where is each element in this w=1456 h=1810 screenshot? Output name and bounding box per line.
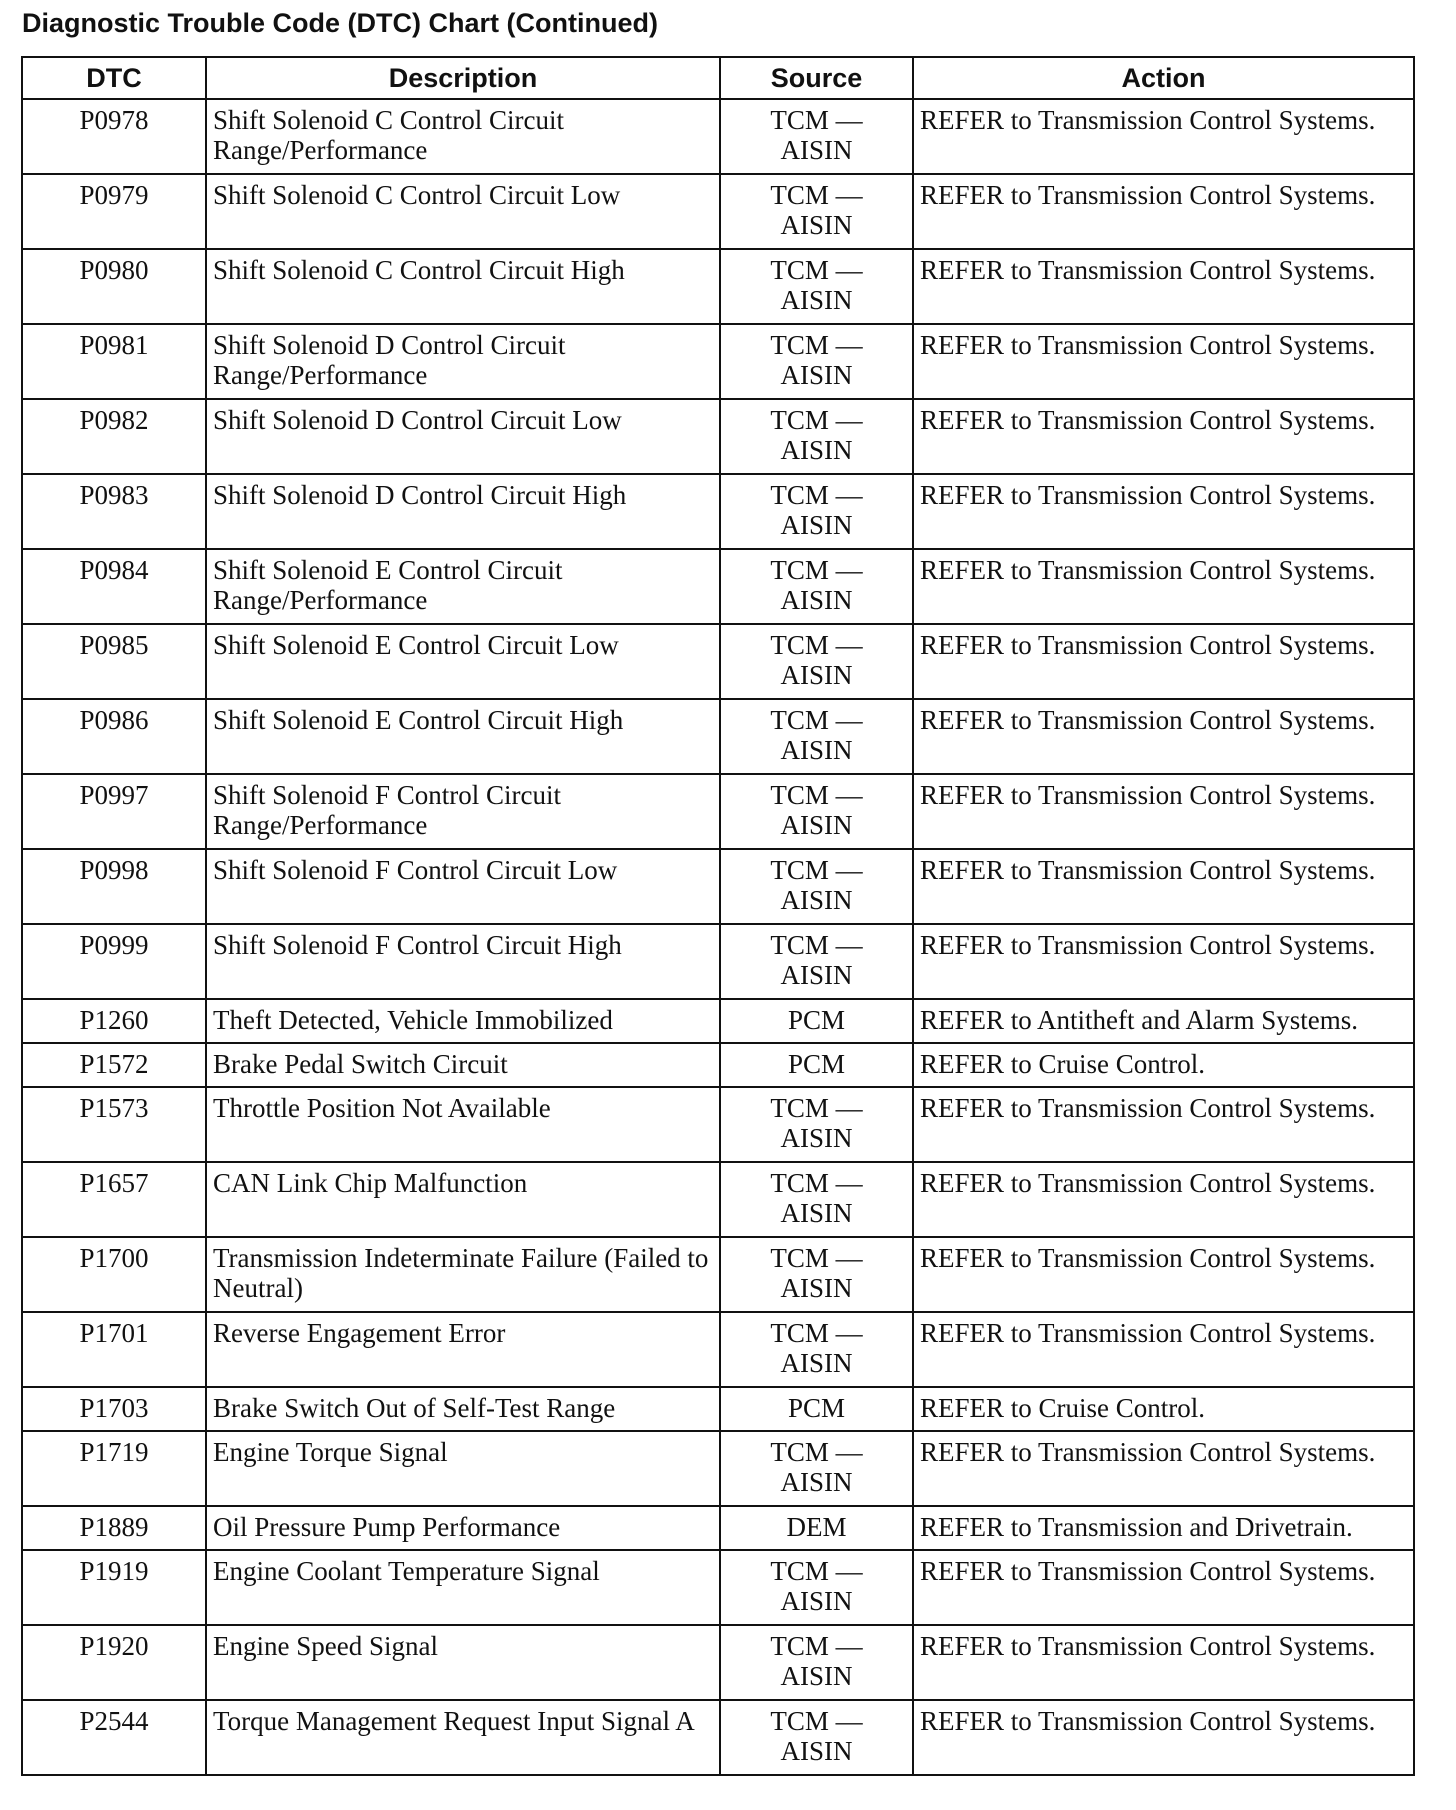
dtc-code: P1889 (22, 1506, 206, 1550)
dtc-description: Shift Solenoid E Control Circuit Low (206, 624, 720, 699)
dtc-description: Engine Coolant Temperature Signal (206, 1550, 720, 1625)
dtc-code: P0978 (22, 99, 206, 174)
column-header-description: Description (206, 57, 720, 99)
dtc-source (720, 1387, 913, 1431)
dtc-source-line: AISIN (780, 810, 853, 840)
dtc-source-line: DEM (786, 1512, 847, 1542)
dtc-source-line: PCM (787, 1005, 846, 1035)
dtc-source-line: AISIN (780, 510, 853, 540)
table-row (22, 1625, 1414, 1700)
dtc-action: REFER to Transmission Control Systems. (913, 1162, 1414, 1237)
dtc-source-line: AISIN (780, 1273, 853, 1303)
dtc-source-line: TCM — (770, 855, 863, 885)
dtc-source (720, 849, 913, 924)
dtc-source-line: TCM — (770, 180, 863, 210)
dtc-description: Shift Solenoid F Control Circuit Low (206, 849, 720, 924)
dtc-source-line: TCM — (770, 105, 863, 135)
dtc-code: P1919 (22, 1550, 206, 1625)
dtc-description: Throttle Position Not Available (206, 1087, 720, 1162)
table-body (22, 99, 1414, 1775)
dtc-source-line: TCM — (770, 480, 863, 510)
dtc-source (720, 699, 913, 774)
table-header-row (22, 57, 1414, 99)
table-row (22, 399, 1414, 474)
dtc-description: CAN Link Chip Malfunction (206, 1162, 720, 1237)
dtc-action: REFER to Transmission Control Systems. (913, 624, 1414, 699)
dtc-source (720, 1550, 913, 1625)
dtc-code: P1701 (22, 1312, 206, 1387)
dtc-source-line: PCM (787, 1049, 846, 1079)
dtc-source (720, 1043, 913, 1087)
dtc-action: REFER to Transmission Control Systems. (913, 1625, 1414, 1700)
dtc-source-line: TCM — (770, 1437, 863, 1467)
dtc-source (720, 1162, 913, 1237)
dtc-description: Shift Solenoid D Control Circuit Low (206, 399, 720, 474)
dtc-source-line: AISIN (780, 1661, 853, 1691)
dtc-action: REFER to Transmission Control Systems. (913, 1700, 1414, 1775)
dtc-source-line: TCM — (770, 1318, 863, 1348)
dtc-source (720, 1237, 913, 1312)
table-row (22, 774, 1414, 849)
dtc-source-line: AISIN (780, 1123, 853, 1153)
dtc-action: REFER to Transmission Control Systems. (913, 849, 1414, 924)
dtc-code: P1260 (22, 999, 206, 1043)
dtc-description: Shift Solenoid D Control Circuit Range/Performance (206, 324, 720, 399)
dtc-source-line: TCM — (770, 1631, 863, 1661)
dtc-action: REFER to Transmission Control Systems. (913, 774, 1414, 849)
dtc-source (720, 324, 913, 399)
dtc-source (720, 1506, 913, 1550)
dtc-source-line: PCM (787, 1393, 846, 1423)
dtc-source-line: TCM — (770, 330, 863, 360)
dtc-source (720, 1431, 913, 1506)
dtc-source (720, 624, 913, 699)
dtc-code: P0997 (22, 774, 206, 849)
table-row (22, 1700, 1414, 1775)
dtc-description: Transmission Indeterminate Failure (Failed to Neutral) (206, 1237, 720, 1312)
dtc-code: P0982 (22, 399, 206, 474)
dtc-source (720, 774, 913, 849)
dtc-source (720, 1312, 913, 1387)
dtc-source-line: TCM — (770, 630, 863, 660)
table-row (22, 324, 1414, 399)
dtc-source-line: TCM — (770, 255, 863, 285)
dtc-action: REFER to Transmission Control Systems. (913, 174, 1414, 249)
dtc-action: REFER to Transmission Control Systems. (913, 1550, 1414, 1625)
column-header-source: Source (720, 57, 913, 99)
dtc-description: Brake Switch Out of Self-Test Range (206, 1387, 720, 1431)
dtc-code: P0984 (22, 549, 206, 624)
dtc-action: REFER to Transmission Control Systems. (913, 1237, 1414, 1312)
dtc-description: Shift Solenoid E Control Circuit High (206, 699, 720, 774)
dtc-action: REFER to Transmission Control Systems. (913, 249, 1414, 324)
dtc-action: REFER to Transmission and Drivetrain. (913, 1506, 1414, 1550)
dtc-source (720, 1625, 913, 1700)
dtc-code: P1573 (22, 1087, 206, 1162)
dtc-action: REFER to Transmission Control Systems. (913, 99, 1414, 174)
dtc-source-line: AISIN (780, 1467, 853, 1497)
page-title: Diagnostic Trouble Code (DTC) Chart (Continued) (22, 8, 658, 38)
dtc-code: P0985 (22, 624, 206, 699)
dtc-source-line: TCM — (770, 780, 863, 810)
dtc-source-line: AISIN (780, 585, 853, 615)
dtc-description: Reverse Engagement Error (206, 1312, 720, 1387)
dtc-code: P1700 (22, 1237, 206, 1312)
dtc-code: P0980 (22, 249, 206, 324)
dtc-source-line: AISIN (780, 360, 853, 390)
dtc-source (720, 474, 913, 549)
dtc-code: P1920 (22, 1625, 206, 1700)
dtc-code: P1657 (22, 1162, 206, 1237)
dtc-source-line: AISIN (780, 435, 853, 465)
dtc-table (21, 56, 1415, 1776)
table-row (22, 99, 1414, 174)
table-row (22, 1043, 1414, 1087)
dtc-description: Shift Solenoid E Control Circuit Range/Performance (206, 549, 720, 624)
dtc-code: P0998 (22, 849, 206, 924)
dtc-action: REFER to Transmission Control Systems. (913, 924, 1414, 999)
dtc-action: REFER to Transmission Control Systems. (913, 1312, 1414, 1387)
table-row (22, 1087, 1414, 1162)
dtc-action: REFER to Transmission Control Systems. (913, 1431, 1414, 1506)
dtc-description: Oil Pressure Pump Performance (206, 1506, 720, 1550)
dtc-source-line: TCM — (770, 1093, 863, 1123)
table-row (22, 1431, 1414, 1506)
dtc-description: Torque Management Request Input Signal A (206, 1700, 720, 1775)
dtc-source-line: TCM — (770, 405, 863, 435)
dtc-description: Shift Solenoid C Control Circuit Low (206, 174, 720, 249)
table-row (22, 249, 1414, 324)
table-row (22, 699, 1414, 774)
dtc-description: Engine Torque Signal (206, 1431, 720, 1506)
dtc-source-line: TCM — (770, 1168, 863, 1198)
table-row (22, 1312, 1414, 1387)
dtc-source (720, 249, 913, 324)
dtc-code: P0979 (22, 174, 206, 249)
dtc-action: REFER to Transmission Control Systems. (913, 549, 1414, 624)
dtc-source (720, 549, 913, 624)
dtc-source (720, 99, 913, 174)
dtc-source-line: TCM — (770, 1706, 863, 1736)
dtc-source-line: TCM — (770, 555, 863, 585)
dtc-code: P1703 (22, 1387, 206, 1431)
table-row (22, 924, 1414, 999)
dtc-source-line: TCM — (770, 930, 863, 960)
dtc-source (720, 399, 913, 474)
dtc-source-line: AISIN (780, 660, 853, 690)
dtc-description: Shift Solenoid C Control Circuit Range/Performance (206, 99, 720, 174)
table-row (22, 1162, 1414, 1237)
dtc-action: REFER to Cruise Control. (913, 1387, 1414, 1431)
dtc-description: Shift Solenoid F Control Circuit Range/Performance (206, 774, 720, 849)
dtc-source-line: TCM — (770, 705, 863, 735)
dtc-source (720, 1087, 913, 1162)
dtc-code: P1719 (22, 1431, 206, 1506)
dtc-source (720, 999, 913, 1043)
dtc-code: P0983 (22, 474, 206, 549)
dtc-source-line: AISIN (780, 735, 853, 765)
dtc-code: P0981 (22, 324, 206, 399)
column-header-dtc: DTC (22, 57, 206, 99)
table-row (22, 999, 1414, 1043)
table-row (22, 549, 1414, 624)
dtc-source-line: AISIN (780, 960, 853, 990)
dtc-description: Theft Detected, Vehicle Immobilized (206, 999, 720, 1043)
table-row (22, 1550, 1414, 1625)
dtc-source-line: TCM — (770, 1243, 863, 1273)
dtc-description: Engine Speed Signal (206, 1625, 720, 1700)
dtc-source-line: AISIN (780, 135, 853, 165)
dtc-action: REFER to Antitheft and Alarm Systems. (913, 999, 1414, 1043)
table-row (22, 624, 1414, 699)
dtc-source (720, 174, 913, 249)
table-row (22, 1506, 1414, 1550)
dtc-source-line: TCM — (770, 1556, 863, 1586)
dtc-code: P2544 (22, 1700, 206, 1775)
table-row (22, 1237, 1414, 1312)
dtc-description: Brake Pedal Switch Circuit (206, 1043, 720, 1087)
dtc-action: REFER to Transmission Control Systems. (913, 399, 1414, 474)
table-row (22, 849, 1414, 924)
dtc-code: P0999 (22, 924, 206, 999)
dtc-action: REFER to Cruise Control. (913, 1043, 1414, 1087)
dtc-code: P1572 (22, 1043, 206, 1087)
dtc-source-line: AISIN (780, 285, 853, 315)
dtc-action: REFER to Transmission Control Systems. (913, 699, 1414, 774)
dtc-action: REFER to Transmission Control Systems. (913, 1087, 1414, 1162)
dtc-source-line: AISIN (780, 1586, 853, 1616)
dtc-description: Shift Solenoid C Control Circuit High (206, 249, 720, 324)
dtc-action: REFER to Transmission Control Systems. (913, 474, 1414, 549)
dtc-source-line: AISIN (780, 1736, 853, 1766)
dtc-description: Shift Solenoid F Control Circuit High (206, 924, 720, 999)
table-row (22, 474, 1414, 549)
dtc-source-line: AISIN (780, 1348, 853, 1378)
dtc-action: REFER to Transmission Control Systems. (913, 324, 1414, 399)
dtc-source-line: AISIN (780, 1198, 853, 1228)
dtc-code: P0986 (22, 699, 206, 774)
column-header-action: Action (913, 57, 1414, 99)
dtc-source-line: AISIN (780, 210, 853, 240)
dtc-source (720, 1700, 913, 1775)
table-row (22, 1387, 1414, 1431)
dtc-source-line: AISIN (780, 885, 853, 915)
dtc-description: Shift Solenoid D Control Circuit High (206, 474, 720, 549)
table-row (22, 174, 1414, 249)
dtc-source (720, 924, 913, 999)
